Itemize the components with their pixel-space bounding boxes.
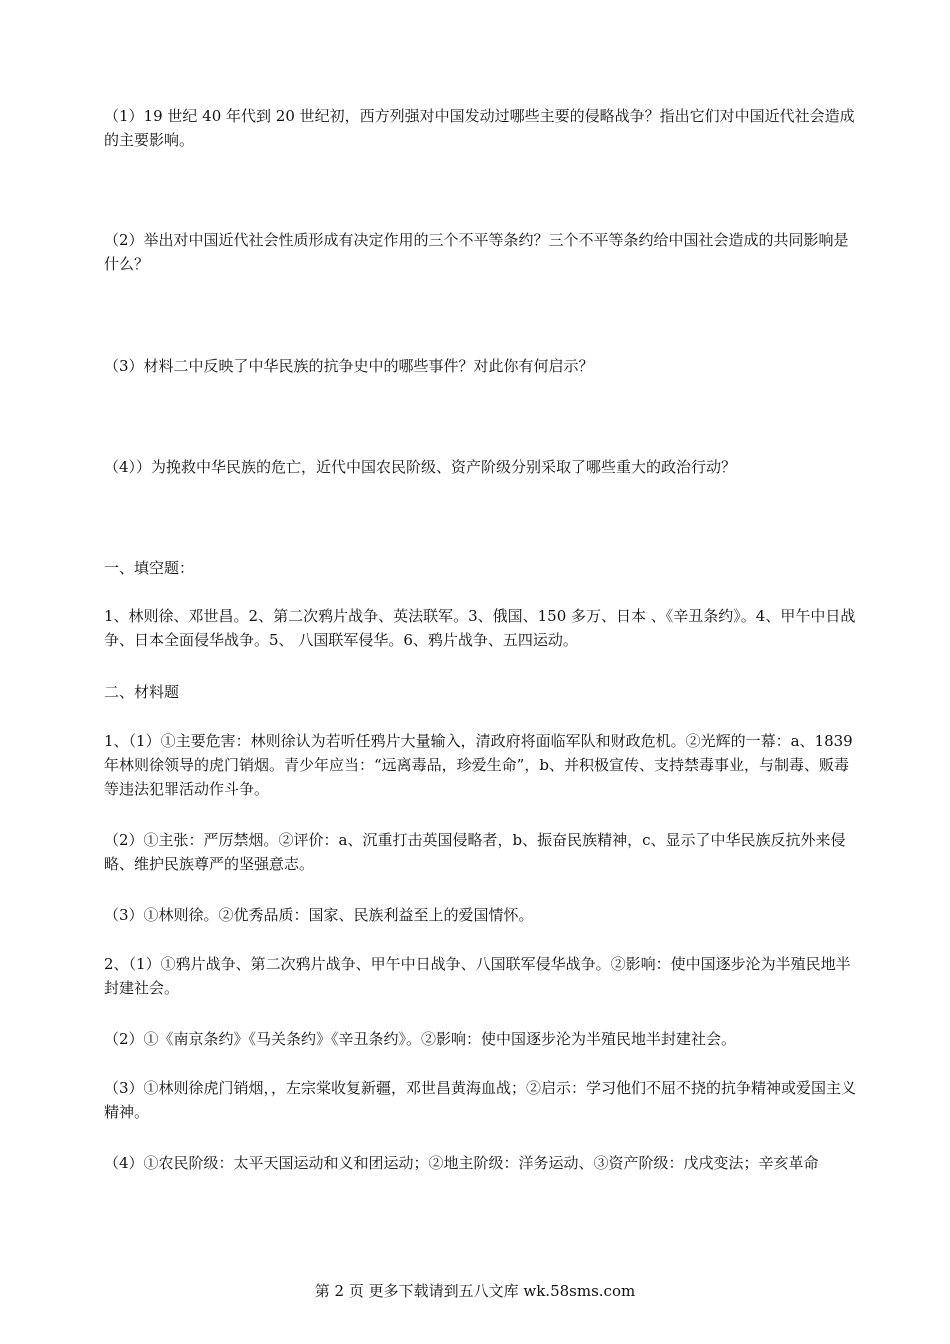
page-footer: 第 2 页 更多下载请到五八文库 wk.58sms.com [314,1282,636,1300]
answer-1-2: （2）①主张：严厉禁烟。②评价：a、沉重打击英国侵略者，b、振奋民族精神，c、显示了中华民族反抗外来侵略、维护民族尊严的坚强意志。 [104,831,846,873]
section-1-answers: 1、林则徐、邓世昌。2、第二次鸦片战争、英法联军。3、俄国、150 多万、日本 、《辛丑条约》。4、甲午中日战争、日本全面侵华战争。5、 八国联军侵华。6、鸦片战争、五四运动。 [104,607,856,649]
answer-2-2: （2）①《南京条约》《马关条约》《辛丑条约》。②影响：使中国逐步沦为半殖民地半封建社会。 [104,1030,737,1048]
answer-1-3: （3）①林则徐。②优秀品质：国家、民族利益至上的爱国情怀。 [104,906,534,924]
question-3: （3）材料二中反映了中华民族的抗争史中的哪些事件？对此你有何启示？ [104,357,594,375]
answer-2-1: 2、（1）①鸦片战争、第二次鸦片战争、甲午中日战争、八国联军侵华战争。②影响：使中国逐步沦为半殖民地半封建社会。 [104,955,851,997]
question-4: （4））为挽救中华民族的危亡，近代中国农民阶级、资产阶级分别采取了哪些重大的政治行动？ [104,458,737,476]
question-2: （2）举出对中国近代社会性质形成有决定作用的三个不平等条约？三个不平等条约给中国社会造成的共同影响是什么？ [104,231,849,273]
answer-1-1: 1、（1）①主要危害：林则徐认为若听任鸦片大量输入，清政府将面临军队和财政危机。②光辉的一幕：a、1839 年林则徐领导的虎门销烟。青少年应当：“远离毒品，珍爱生命”，b、并积极宣传、支持禁毒事业，与制毒、贩毒等违法犯罪活动作斗争。 [104,732,853,798]
answer-2-3: （3）①林则徐虎门销烟，，左宗棠收复新疆，邓世昌黄海血战；②启示：学习他们不屈不挠的抗争精神或爱国主义精神。 [104,1079,857,1121]
question-1: （1）19 世纪 40 年代到 20 世纪初，西方列强对中国发动过哪些主要的侵略战争？指出它们对中国近代社会造成的主要影响。 [104,107,855,149]
answer-2-4: （4）①农民阶级：太平天国运动和义和团运动；②地主阶级：洋务运动、③资产阶级：戊戌变法；辛亥革命 [104,1154,819,1172]
section-2-heading: 二、材料题 [104,683,180,701]
section-1-heading: 一、填空题： [104,559,195,577]
